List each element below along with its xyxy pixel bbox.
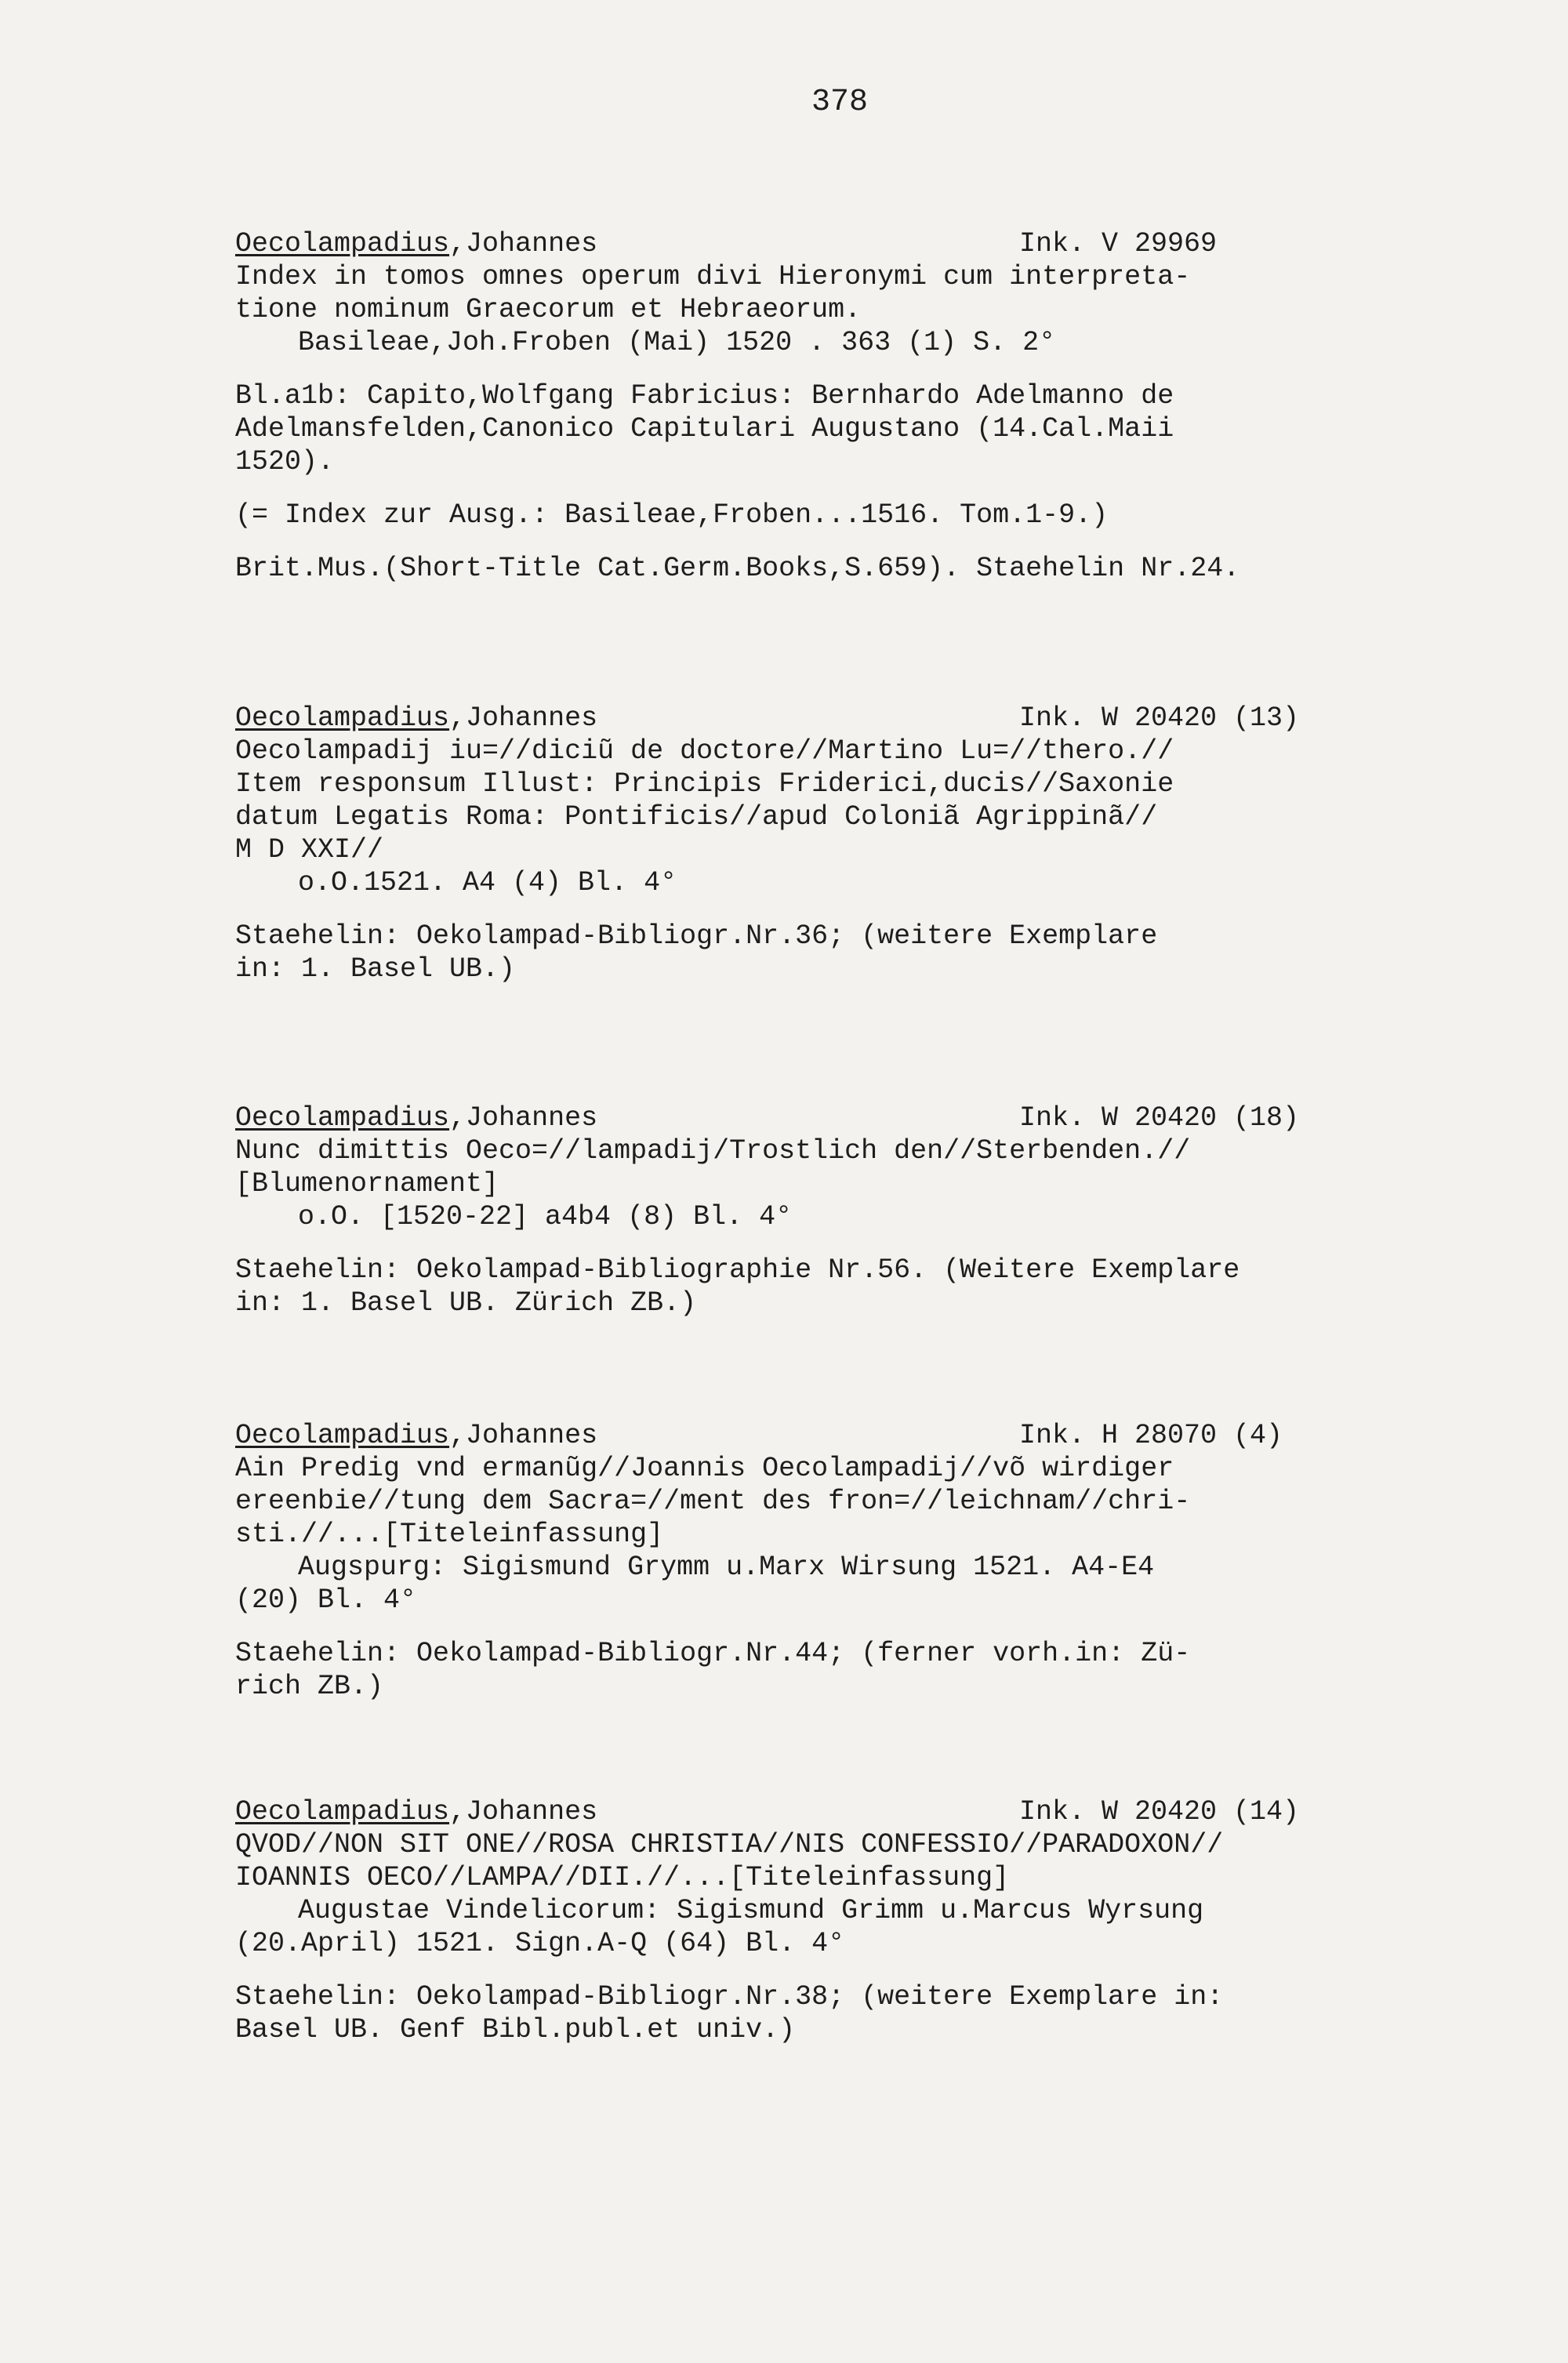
title-line: Ain Predig vnd ermanũg//Joannis Oecolampadij//võ wirdiger — [235, 1453, 1174, 1484]
title-line: Item responsum Illust: Principis Friderici,ducis//Saxonie — [235, 768, 1174, 800]
entry-heading — [235, 1419, 1458, 1452]
author-firstname: ,Johannes — [449, 228, 598, 260]
paragraph-gap — [235, 899, 1458, 920]
note-line: Staehelin: Oekolampad-Bibliogr.Nr.36; (weitere Exemplare — [235, 920, 1158, 952]
author-firstname: ,Johannes — [449, 702, 598, 734]
catalog-entry — [235, 1102, 1458, 1319]
imprint-line: Basileae,Joh.Froben (Mai) 1520 . 363 (1) S. 2° — [298, 327, 1056, 358]
imprint-line: Augspurg: Sigismund Grymm u.Marx Wirsung 1521. A4-E4 — [298, 1552, 1155, 1583]
entry-heading — [235, 1795, 1458, 1828]
note-line: Staehelin: Oekolampad-Bibliogr.Nr.38; (weitere Exemplare in: — [235, 1981, 1224, 2013]
note-line: Staehelin: Oekolampad-Bibliographie Nr.56. (Weitere Exemplare — [235, 1254, 1240, 1286]
imprint-line: o.O.1521. A4 (4) Bl. 4° — [298, 867, 677, 898]
author-name: Oecolampadius — [235, 1796, 450, 1828]
imprint-line: Augustae Vindelicorum: Sigismund Grimm u.Marcus Wyrsung — [298, 1895, 1204, 1926]
paragraph-gap — [235, 359, 1458, 379]
author-firstname: ,Johannes — [449, 1420, 598, 1451]
note-line: Bl.a1b: Capito,Wolfgang Fabricius: Bernhardo Adelmanno de — [235, 380, 1174, 412]
author-name: Oecolampadius — [235, 228, 450, 260]
catalog-entry — [235, 702, 1458, 985]
paragraph-gap — [235, 532, 1458, 552]
paragraph-gap — [235, 478, 1458, 499]
entry-heading — [235, 702, 1458, 735]
paragraph-gap — [235, 1233, 1458, 1254]
note-line: (= Index zur Ausg.: Basileae,Froben...1516. Tom.1-9.) — [235, 499, 1109, 531]
note-line: in: 1. Basel UB.) — [235, 953, 516, 985]
note-line: Adelmansfelden,Canonico Capitulari Augustano (14.Cal.Maii — [235, 413, 1174, 445]
author-firstname: ,Johannes — [449, 1796, 598, 1828]
note-line: 1520). — [235, 446, 335, 477]
title-line: Nunc dimittis Oeco=//lampadij/Trostlich den//Sterbenden.// — [235, 1135, 1191, 1167]
author-name: Oecolampadius — [235, 702, 450, 734]
title-line: ereenbie//tung dem Sacra=//ment des fron=//leichnam//chri- — [235, 1486, 1191, 1517]
catalog-entry — [235, 1419, 1458, 1703]
shelfmark: Ink. H 28070 (4) — [1019, 1420, 1283, 1451]
title-line: QVOD//NON SIT ONE//ROSA CHRISTIA//NIS CONFESSIO//PARADOXON// — [235, 1829, 1224, 1860]
author-name: Oecolampadius — [235, 1420, 450, 1451]
paragraph-gap — [235, 1960, 1458, 1980]
imprint-line: (20.April) 1521. Sign.A-Q (64) Bl. 4° — [235, 1928, 845, 1959]
note-line: in: 1. Basel UB. Zürich ZB.) — [235, 1287, 697, 1319]
title-line: tione nominum Graecorum et Hebraeorum. — [235, 294, 862, 325]
title-line: datum Legatis Roma: Pontificis//apud Coloniã Agrippinã// — [235, 801, 1158, 833]
entry-heading — [235, 227, 1458, 260]
title-line: [Blumenornament] — [235, 1168, 499, 1200]
shelfmark: Ink. W 20420 (18) — [1019, 1102, 1300, 1134]
catalog-entry — [235, 227, 1458, 585]
author-firstname: ,Johannes — [449, 1102, 598, 1134]
note-line: rich ZB.) — [235, 1671, 384, 1702]
page-number: 378 — [811, 85, 869, 120]
title-line: Oecolampadij iu=//diciũ de doctore//Martino Lu=//thero.// — [235, 735, 1174, 767]
entry-heading — [235, 1102, 1458, 1134]
note-line: Basel UB. Genf Bibl.publ.et univ.) — [235, 2014, 796, 2045]
note-line: Brit.Mus.(Short-Title Cat.Germ.Books,S.659). Staehelin Nr.24. — [235, 553, 1240, 584]
catalog-entry — [235, 1795, 1458, 2046]
imprint-line: (20) Bl. 4° — [235, 1584, 417, 1616]
shelfmark: Ink. V 29969 — [1019, 228, 1218, 260]
author-name: Oecolampadius — [235, 1102, 450, 1134]
shelfmark: Ink. W 20420 (13) — [1019, 702, 1300, 734]
title-line: IOANNIS OECO//LAMPA//DII.//...[Titeleinfassung] — [235, 1862, 1010, 1893]
title-line: sti.//...[Titeleinfassung] — [235, 1519, 664, 1550]
imprint-line: o.O. [1520-22] a4b4 (8) Bl. 4° — [298, 1201, 793, 1232]
title-line: Index in tomos omnes operum divi Hieronymi cum interpreta- — [235, 261, 1191, 292]
title-line: M D XXI// — [235, 834, 384, 866]
paragraph-gap — [235, 1617, 1458, 1637]
shelfmark: Ink. W 20420 (14) — [1019, 1796, 1300, 1828]
note-line: Staehelin: Oekolampad-Bibliogr.Nr.44; (ferner vorh.in: Zü- — [235, 1638, 1191, 1669]
